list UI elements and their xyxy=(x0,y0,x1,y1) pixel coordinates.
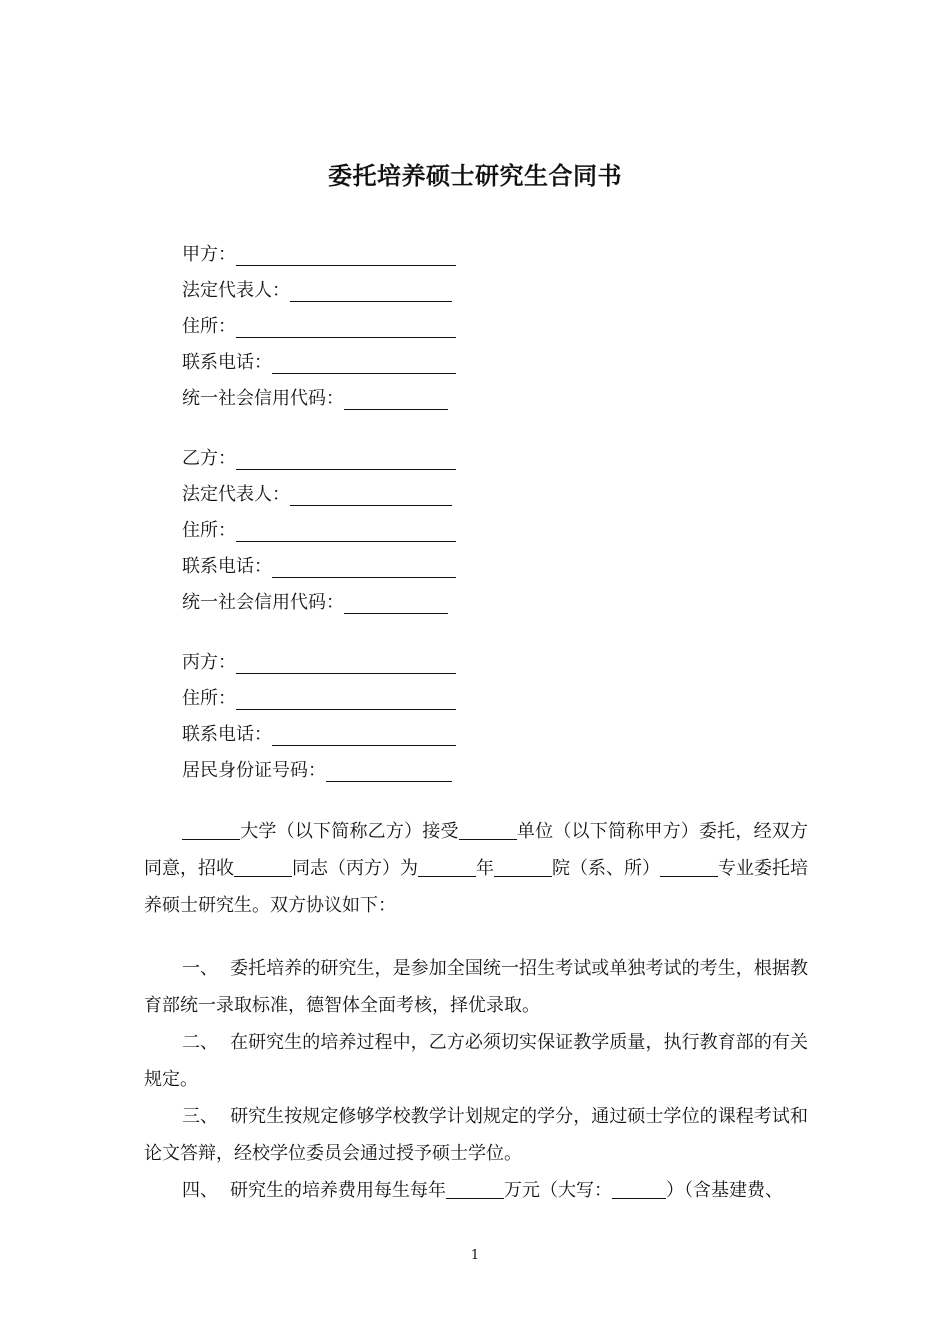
school-blank xyxy=(494,856,552,877)
party-c-name-row xyxy=(182,645,482,681)
clause-4-number: 四、 xyxy=(182,1180,218,1201)
clause-4-text-2: 万元（大写： xyxy=(504,1180,612,1201)
party-b-phone-blank xyxy=(272,557,456,578)
clause-2 xyxy=(144,1024,808,1098)
party-b-phone-label: 联系电话： xyxy=(182,556,272,577)
party-c-id-label: 居民身份证号码： xyxy=(182,760,326,781)
party-a-credit-blank xyxy=(344,389,448,410)
clause-2-number: 二、 xyxy=(182,1032,218,1053)
page-number: 1 xyxy=(470,1248,480,1263)
party-c-block xyxy=(182,645,482,789)
party-a-phone-blank xyxy=(272,353,456,374)
party-c-name-blank xyxy=(236,653,456,674)
intro-text-6: 专业委托培养硕士研究生。双方协议如下： xyxy=(144,858,808,916)
clause-2-text: 在研究生的培养过程中，乙方必须切实保证教学质量，执行教育部的有关规定。 xyxy=(144,1032,808,1090)
party-a-name-label: 甲方： xyxy=(182,244,236,265)
party-b-block xyxy=(182,441,482,621)
party-a-rep-blank xyxy=(290,281,452,302)
party-b-address-row xyxy=(182,513,482,549)
party-b-rep-label: 法定代表人： xyxy=(182,484,290,505)
fee-uppercase-blank xyxy=(612,1178,666,1199)
party-a-rep-row xyxy=(182,273,482,309)
university-blank xyxy=(182,819,240,840)
party-c-name-label: 丙方： xyxy=(182,652,236,673)
page-title: 委托培养硕士研究生合同书 xyxy=(328,161,622,190)
party-c-id-blank xyxy=(326,761,452,782)
clause-4 xyxy=(144,1172,824,1209)
major-blank xyxy=(660,856,718,877)
year-blank xyxy=(418,856,476,877)
party-a-name-blank xyxy=(236,245,456,266)
party-b-name-blank xyxy=(236,449,456,470)
party-b-name-row xyxy=(182,441,482,477)
intro-text-1: 大学（以下简称乙方）接受 xyxy=(240,821,459,842)
unit-blank xyxy=(459,819,517,840)
party-b-rep-row xyxy=(182,477,482,513)
party-a-address-blank xyxy=(236,317,456,338)
party-a-address-row xyxy=(182,309,482,345)
clause-4-text-3: ）（含基建费、 xyxy=(666,1180,783,1201)
intro-paragraph xyxy=(144,813,808,924)
party-a-name-row xyxy=(182,237,482,273)
student-blank xyxy=(234,856,292,877)
party-a-credit-label: 统一社会信用代码： xyxy=(182,388,344,409)
clause-4-text-1: 研究生的培养费用每生每年 xyxy=(230,1180,446,1201)
party-a-block xyxy=(182,237,482,417)
party-b-rep-blank xyxy=(290,485,452,506)
intro-text-4: 年 xyxy=(476,858,494,879)
party-a-credit-row xyxy=(182,381,482,417)
clause-3-text: 研究生按规定修够学校教学计划规定的学分，通过硕士学位的课程考试和论文答辩，经校学位委员会通过授予硕士学位。 xyxy=(144,1106,808,1164)
intro-text-5: 院（系、所） xyxy=(552,858,660,879)
party-c-phone-label: 联系电话： xyxy=(182,724,272,745)
party-c-address-label: 住所： xyxy=(182,688,236,709)
clause-3 xyxy=(144,1098,808,1172)
party-a-rep-label: 法定代表人： xyxy=(182,280,290,301)
party-c-address-row xyxy=(182,681,482,717)
party-b-phone-row xyxy=(182,549,482,585)
party-c-phone-blank xyxy=(272,725,456,746)
fee-blank xyxy=(446,1178,504,1199)
party-a-address-label: 住所： xyxy=(182,316,236,337)
clause-1 xyxy=(144,950,808,1024)
party-b-credit-label: 统一社会信用代码： xyxy=(182,592,344,613)
intro-text-3: 同志（丙方）为 xyxy=(292,858,418,879)
party-b-name-label: 乙方： xyxy=(182,448,236,469)
party-b-credit-blank xyxy=(344,593,448,614)
clause-1-text: 委托培养的研究生，是参加全国统一招生考试或单独考试的考生，根据教育部统一录取标准，德智体全面考核，择优录取。 xyxy=(144,958,808,1016)
party-b-address-blank xyxy=(236,521,456,542)
party-b-address-label: 住所： xyxy=(182,520,236,541)
party-c-id-row xyxy=(182,753,482,789)
party-a-phone-row xyxy=(182,345,482,381)
clause-1-number: 一、 xyxy=(182,958,218,979)
intro-text-2: 单位（以下简称甲方）委托，经双方同意，招收 xyxy=(144,821,809,879)
party-c-phone-row xyxy=(182,717,482,753)
clause-3-number: 三、 xyxy=(182,1106,218,1127)
party-a-phone-label: 联系电话： xyxy=(182,352,272,373)
party-b-credit-row xyxy=(182,585,482,621)
party-c-address-blank xyxy=(236,689,456,710)
